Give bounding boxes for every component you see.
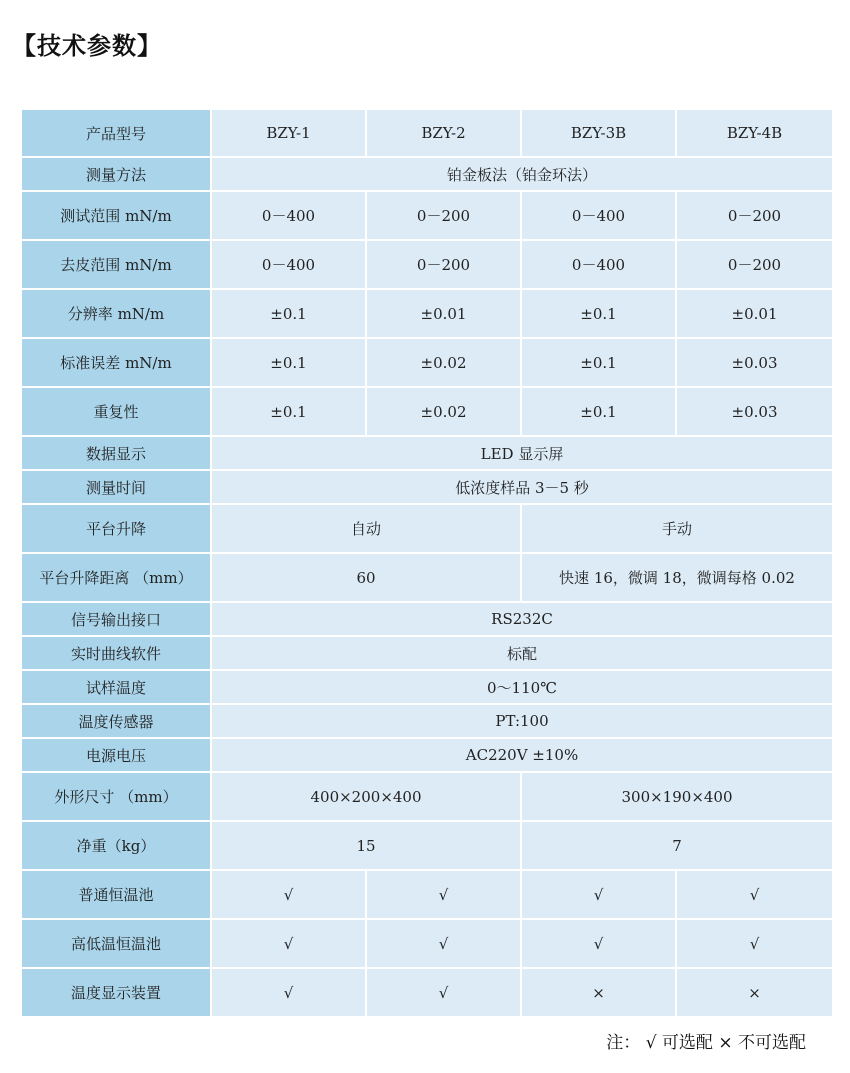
value-cell: 0～110℃ [211,670,833,704]
page-title: 【技术参数】 [12,32,162,60]
value-cell: AC220V ±10% [211,738,833,772]
value-cell: ±0.01 [366,289,521,338]
check-mark-icon: √ [521,919,676,968]
row-label: 净重（kg） [21,821,211,870]
row-label: 外形尺寸 （mm） [21,772,211,821]
value-cell: ±0.1 [521,338,676,387]
row-label: 试样温度 [21,670,211,704]
check-mark-icon: √ [366,919,521,968]
table-row-tare-range [21,240,833,289]
value-cell: 手动 [521,504,833,553]
row-label: 测试范围 mN/m [21,191,211,240]
value-cell: ±0.03 [676,387,833,436]
table-row-std-error [21,338,833,387]
value-cell: ±0.01 [676,289,833,338]
row-label: 分辨率 mN/m [21,289,211,338]
check-mark-icon: √ [211,870,366,919]
table-row-test-range [21,191,833,240]
value-cell: 7 [521,821,833,870]
value-cell: 0－400 [521,240,676,289]
table-row-display [21,436,833,470]
row-label: 标准误差 mN/m [21,338,211,387]
table-row-method [21,157,833,191]
row-label: 普通恒温池 [21,870,211,919]
value-cell: ±0.02 [366,338,521,387]
table-row-normal-bath [21,870,833,919]
table-row-realtime-software [21,636,833,670]
row-label: 温度显示装置 [21,968,211,1017]
footnote-legend: 注： √ 可选配 × 不可选配 [606,1033,806,1053]
table-row-temp-display [21,968,833,1017]
table-row-repeatability [21,387,833,436]
value-cell: 0－200 [366,191,521,240]
check-mark-icon: √ [366,968,521,1017]
cross-mark-icon: × [521,968,676,1017]
table-row-sample-temp [21,670,833,704]
value-cell: 自动 [211,504,521,553]
row-label: 信号输出接口 [21,602,211,636]
table-row-platform-lift [21,504,833,553]
spec-table [20,108,834,1018]
cross-mark-icon: × [676,968,833,1017]
value-cell: 0－400 [521,191,676,240]
check-mark-icon: √ [211,968,366,1017]
value-cell: 400×200×400 [211,772,521,821]
table-row-power [21,738,833,772]
check-mark-icon: √ [676,870,833,919]
table-row-resolution [21,289,833,338]
row-label: 高低温恒温池 [21,919,211,968]
row-label: 测量时间 [21,470,211,504]
table-row-measure-time [21,470,833,504]
value-cell: LED 显示屏 [211,436,833,470]
value-cell: 快速 16，微调 18，微调每格 0.02 [521,553,833,602]
check-mark-icon: √ [366,870,521,919]
value-cell: ±0.1 [211,289,366,338]
value-cell: PT:100 [211,704,833,738]
row-label: 重复性 [21,387,211,436]
row-label: 平台升降 [21,504,211,553]
check-mark-icon: √ [676,919,833,968]
value-cell: ±0.1 [211,387,366,436]
table-row-platform-distance [21,553,833,602]
value-cell: 0－400 [211,191,366,240]
value-cell: 60 [211,553,521,602]
model-cell: BZY-3B [521,109,676,157]
table-row-temp-sensor [21,704,833,738]
value-cell: ±0.1 [521,289,676,338]
value-cell: 15 [211,821,521,870]
model-cell: BZY-2 [366,109,521,157]
model-cell: BZY-1 [211,109,366,157]
table-row-model [21,109,833,157]
value-cell: ±0.1 [211,338,366,387]
value-cell: 0－200 [366,240,521,289]
value-cell: 低浓度样品 3－5 秒 [211,470,833,504]
row-label: 去皮范围 mN/m [21,240,211,289]
row-label: 电源电压 [21,738,211,772]
table-row-dimensions [21,772,833,821]
value-cell: RS232C [211,602,833,636]
value-cell: 0－400 [211,240,366,289]
row-label: 温度传感器 [21,704,211,738]
value-cell: ±0.03 [676,338,833,387]
row-label: 数据显示 [21,436,211,470]
value-cell: 标配 [211,636,833,670]
table-row-signal-output [21,602,833,636]
value-cell: 0－200 [676,240,833,289]
row-label: 实时曲线软件 [21,636,211,670]
table-row-hilo-bath [21,919,833,968]
value-cell: ±0.1 [521,387,676,436]
model-cell: BZY-4B [676,109,833,157]
value-cell: 0－200 [676,191,833,240]
table-row-weight [21,821,833,870]
value-cell: 铂金板法（铂金环法） [211,157,833,191]
row-label: 产品型号 [21,109,211,157]
row-label: 平台升降距离 （mm） [21,553,211,602]
value-cell: ±0.02 [366,387,521,436]
row-label: 测量方法 [21,157,211,191]
check-mark-icon: √ [211,919,366,968]
check-mark-icon: √ [521,870,676,919]
value-cell: 300×190×400 [521,772,833,821]
